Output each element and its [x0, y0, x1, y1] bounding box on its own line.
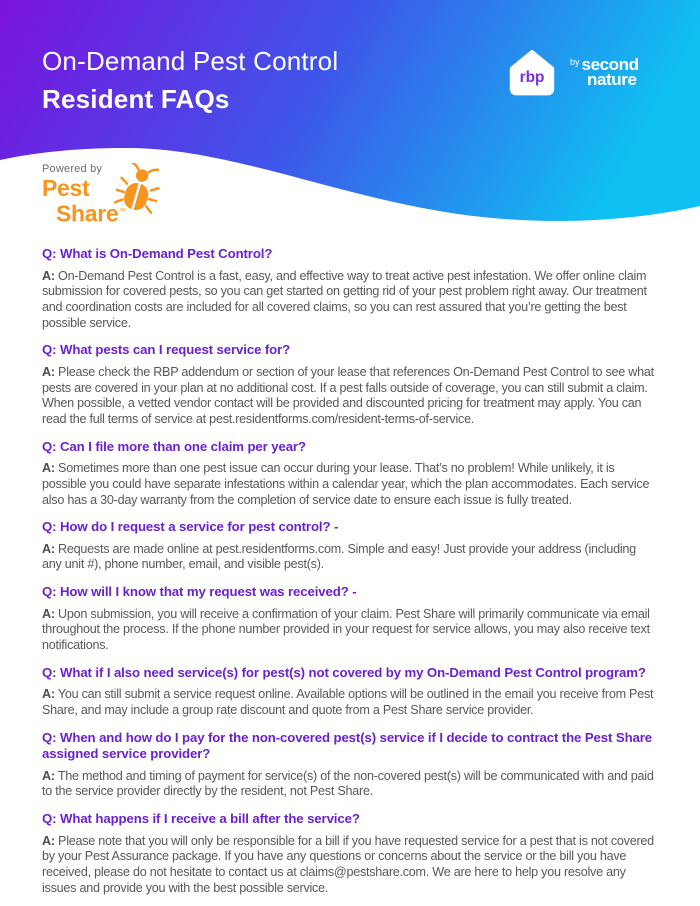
faq-answer: [42, 269, 658, 332]
beetle-icon: [114, 163, 162, 217]
faq-item: [42, 519, 658, 573]
answer-prefix: A:: [42, 364, 55, 379]
rbp-wordmark: rbp: [519, 68, 545, 86]
answer-prefix: A:: [42, 768, 55, 783]
answer-text: On-Demand Pest Control is a fast, easy, and effective way to treat active pest infestation. We offer online claim submission for covered pests, so you can get started on getting rid of your pest problem right away. Our treatment and coordination costs are included for all covered claims, so you can rest assured that you’re getting the best possible service.: [42, 268, 647, 330]
faq-question: Q: Can I file more than one claim per year?: [42, 438, 306, 454]
answer-text: Requests are made online at pest.residentforms.com. Simple and easy! Just provide your address (including any unit #), phone number, email, and visible pest(s).: [42, 541, 636, 572]
by-label: by: [570, 57, 580, 67]
faq-question: Q: What pests can I request service for?: [42, 342, 291, 358]
pestshare-wordmark-share: Share™: [56, 200, 126, 227]
faq-item: [42, 811, 658, 896]
faq-list: [42, 246, 658, 906]
faq-answer: [42, 542, 658, 573]
rbp-house-icon: [503, 46, 561, 104]
header-titles: [42, 42, 338, 118]
answer-text: Sometimes more than one pest issue can occur during your lease. That’s no problem! While unlikely, it is possible you could have separate infestations within a calendar year, which the plan accommodates. Each service also has a 30-day warranty from the completion of service date to ensure each issue is fully treated.: [42, 461, 650, 507]
faq-question: Q: What happens if I receive a bill after the service?: [42, 811, 360, 827]
faq-question: Q: When and how do I pay for the non-covered pest(s) service if I decide to contract the Pest Share assigned service provider?: [42, 729, 653, 762]
answer-prefix: A:: [42, 541, 55, 556]
faq-item: [42, 730, 658, 800]
faq-item: [42, 342, 658, 427]
second-nature-wordmark: [570, 56, 639, 88]
answer-prefix: A:: [42, 268, 55, 283]
brand-nature: nature: [587, 70, 637, 89]
brand-second: second: [581, 55, 639, 74]
answer-prefix: A:: [42, 461, 55, 476]
faq-answer: [42, 834, 658, 897]
faq-question: Q: What if I also need service(s) for pest(s) not covered by my On-Demand Pest Control program?: [42, 664, 646, 680]
trademark-symbol: ™: [118, 208, 126, 215]
answer-prefix: A:: [42, 606, 55, 621]
pestshare-logo: [42, 163, 125, 226]
answer-text: The method and timing of payment for service(s) of the non-covered pest(s) will be communicated with and paid to the service provider directly by the resident, not Pest Share.: [42, 768, 654, 799]
faq-question: Q: How will I know that my request was received? -: [42, 584, 357, 600]
powered-by-label: Powered by: [42, 163, 103, 175]
faq-item: [42, 246, 658, 331]
answer-prefix: A:: [42, 687, 55, 702]
rbp-logo: [503, 46, 639, 104]
faq-question: Q: How do I request a service for pest control? -: [42, 519, 339, 535]
faq-item: [42, 584, 658, 654]
answer-text: Please note that you will only be responsible for a bill if you have requested service for a pest that is not covered by your Pest Assurance package. If you have any questions or concerns about the service or the bill you have received, please do not hesitate to contact us at claims@pestshare.com. We are here to help you resolve any issues and provide you with the best possible service.: [42, 833, 654, 895]
faq-answer: [42, 461, 658, 508]
answer-text: You can still submit a service request online. Available options will be outlined in the email you receive from Pest Share, and may include a group rate discount and quote from a Pest Share service provider.: [42, 687, 654, 717]
answer-prefix: A:: [42, 833, 55, 848]
page-subtitle: Resident FAQs: [42, 84, 230, 114]
faq-item: [42, 439, 658, 509]
faq-question: Q: What is On-Demand Pest Control?: [42, 246, 273, 261]
answer-text: Please check the RBP addendum or section of your lease that references On-Demand Pest Control to see what pests are covered in your plan at no additional cost. If a pest falls outside of coverage, you can still submit a claim. When possible, a vetted vendor contact will be provided and discounted pricing for treatment may apply. You can read the full terms of service at pest.residentforms.com/resident-terms-of-service.: [42, 364, 654, 426]
faq-answer: [42, 365, 658, 428]
answer-text: Upon submission, you will receive a confirmation of your claim. Pest Share will primarily communicate via email throughout the process. If the phone number provided in your request for service allows, you may also receive text notifications.: [42, 606, 650, 653]
pestshare-wordmark-pest: Pest: [42, 175, 90, 201]
faq-answer: [42, 687, 658, 718]
faq-answer: [42, 607, 658, 654]
faq-item: [42, 665, 658, 719]
faq-answer: [42, 769, 658, 800]
page-title: On-Demand Pest Control: [42, 46, 339, 76]
